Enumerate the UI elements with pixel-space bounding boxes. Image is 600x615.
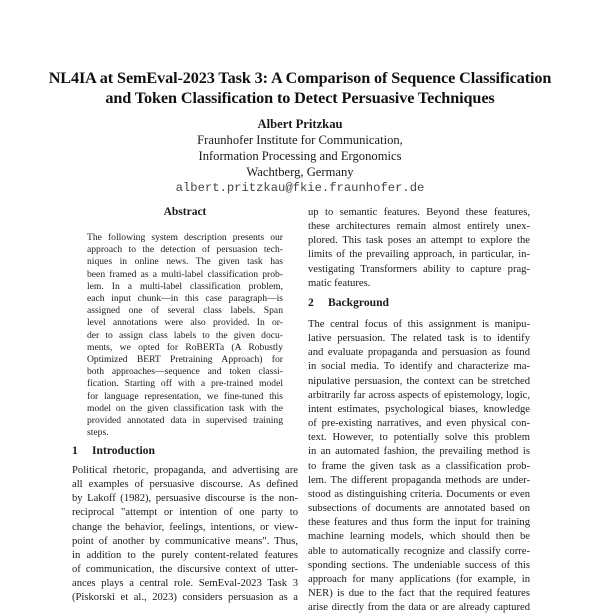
section-title: Background	[328, 296, 389, 309]
affiliation-line: Information Processing and Ergonomics	[198, 149, 402, 163]
body-line: change the behavior, feelings, intentions, or view-	[72, 521, 298, 533]
body-line: of pre-existing narratives, and even physical con-	[308, 418, 530, 430]
title-line: NL4IA at SemEval-2023 Task 3: A Comparison of Sequence Classification	[48, 69, 552, 87]
abstract-line: provided annotated data in supervised training	[87, 415, 283, 427]
body-line: approach for many applications (for example, in	[308, 573, 530, 585]
body-line: all examples of persuasive discourse. As defined	[72, 479, 298, 491]
section-title: Introduction	[92, 444, 155, 457]
body-line: in social media. To identify and characterize ma-	[308, 361, 530, 373]
abstract-line: Optimized BERT Pretraining Approach) for	[87, 354, 283, 366]
abstract-line: ments, we opted for RoBERTa (A Robustly	[87, 341, 283, 353]
body-line: arbitrarily far across aspects of epistemology, logic,	[308, 389, 530, 401]
body-line: able to automatically recognize and classify corre-	[308, 545, 530, 557]
abstract-line: both approaches—sequence and token classi-	[87, 366, 283, 378]
abstract-line: steps.	[87, 427, 109, 439]
body-line: ances plays a central role. SemEval-2023 Task 3	[72, 578, 298, 590]
background-body	[308, 318, 530, 615]
abstract-line: fication. Starting off with a pre-trained model	[87, 378, 283, 390]
abstract-line: assigned one of several class labels. Span	[87, 305, 283, 317]
abstract-line: model on the given classification task with the	[87, 402, 283, 414]
body-line: in addition to the purely content-related features	[72, 549, 298, 561]
section-heading-background	[308, 296, 389, 310]
body-line: lative persuasion. The related task is to identify	[308, 333, 530, 345]
abstract-line: been framed as a multi-label classification prob-	[87, 268, 283, 280]
body-line: these architectures remain almost entirely unex-	[308, 221, 530, 233]
title-line: and Token Classification to Detect Persuasive Techniques	[105, 89, 495, 107]
introduction-body	[72, 464, 298, 606]
body-line: sponding sections. The undeniable success of this	[308, 559, 530, 571]
affiliation-line: Fraunhofer Institute for Communication,	[197, 133, 403, 147]
body-line: stood as distinguishing criteria. Documents or even	[308, 488, 530, 500]
body-line: Political rhetoric, propaganda, and advertising are	[72, 465, 298, 476]
abstract-line: for language representation, we fine-tuned this	[87, 390, 283, 402]
body-line: text. However, to potentially solve this problem	[308, 432, 530, 444]
body-line: in an automated fashion, the prevailing method is	[308, 446, 530, 458]
author-name: Albert Pritzkau	[257, 117, 343, 131]
body-line: NER) is due to the fact that the required features	[308, 587, 530, 599]
body-line: (Piskorski et al., 2023) considers persuasion as a	[72, 592, 298, 604]
body-line: limits of the prevailing approach, in particular, in-	[308, 249, 530, 261]
body-line: vestigating Transformers ability to capture prag-	[308, 263, 530, 275]
introduction-continued-body	[308, 206, 530, 291]
section-heading-introduction	[72, 444, 155, 458]
abstract-body	[87, 232, 283, 439]
affiliation-line: Wachtberg, Germany	[246, 165, 354, 179]
body-line: subsections of documents are annotated based on	[308, 503, 530, 515]
section-number: 2	[308, 296, 314, 309]
body-line: to frame the given task as a classification prob-	[308, 460, 530, 472]
body-line: lem. The different propaganda methods are under-	[308, 474, 530, 486]
body-line: intent estimates, psychological biases, knowledge	[308, 403, 530, 415]
body-line: arise directly from the data or are already captured	[308, 602, 530, 614]
abstract-line: each input chunk—in this case paragraph—is	[87, 293, 283, 305]
body-line: point of another by communicative means". Thus,	[72, 535, 298, 547]
body-line: these features and thus form the input for training	[308, 517, 530, 529]
author-email[interactable]: albert.pritzkau@fkie.fraunhofer.de	[175, 181, 425, 195]
body-line: matic features.	[308, 277, 371, 289]
abstract-line: lem. In a multi-label classification problem,	[87, 280, 283, 292]
body-line: The central focus of this assignment is manipu-	[308, 319, 530, 330]
body-line: and evaluate propaganda and persuasion as found	[308, 347, 530, 359]
abstract-line: approach to the detection of persuasion tech-	[87, 244, 283, 256]
body-line: up to semantic features. Beyond these features,	[308, 207, 530, 218]
abstract-heading: Abstract	[163, 206, 207, 218]
abstract-line: der to assign class labels to the given docu-	[87, 329, 283, 341]
body-line: nipulative persuasion, the context can be stretched	[308, 375, 530, 387]
abstract-line: The following system description presents our	[87, 232, 283, 243]
abstract-line: niques in online news. The given task has	[87, 256, 283, 268]
body-line: plored. This task poses an attempt to explore the	[308, 235, 530, 247]
body-line: by Lakoff (1982), persuasive discourse is the non-	[72, 493, 298, 505]
body-line: machine learning models, which should then be	[308, 531, 530, 543]
abstract-line: level annotations were also provided. In or-	[87, 317, 283, 329]
section-number: 1	[72, 444, 78, 457]
paper-title	[40, 68, 560, 108]
author-block	[100, 116, 500, 197]
body-line: reciprocal "attempt or intention of one party to	[72, 507, 298, 519]
body-line: of communication, the discursive context of utter-	[72, 564, 298, 576]
